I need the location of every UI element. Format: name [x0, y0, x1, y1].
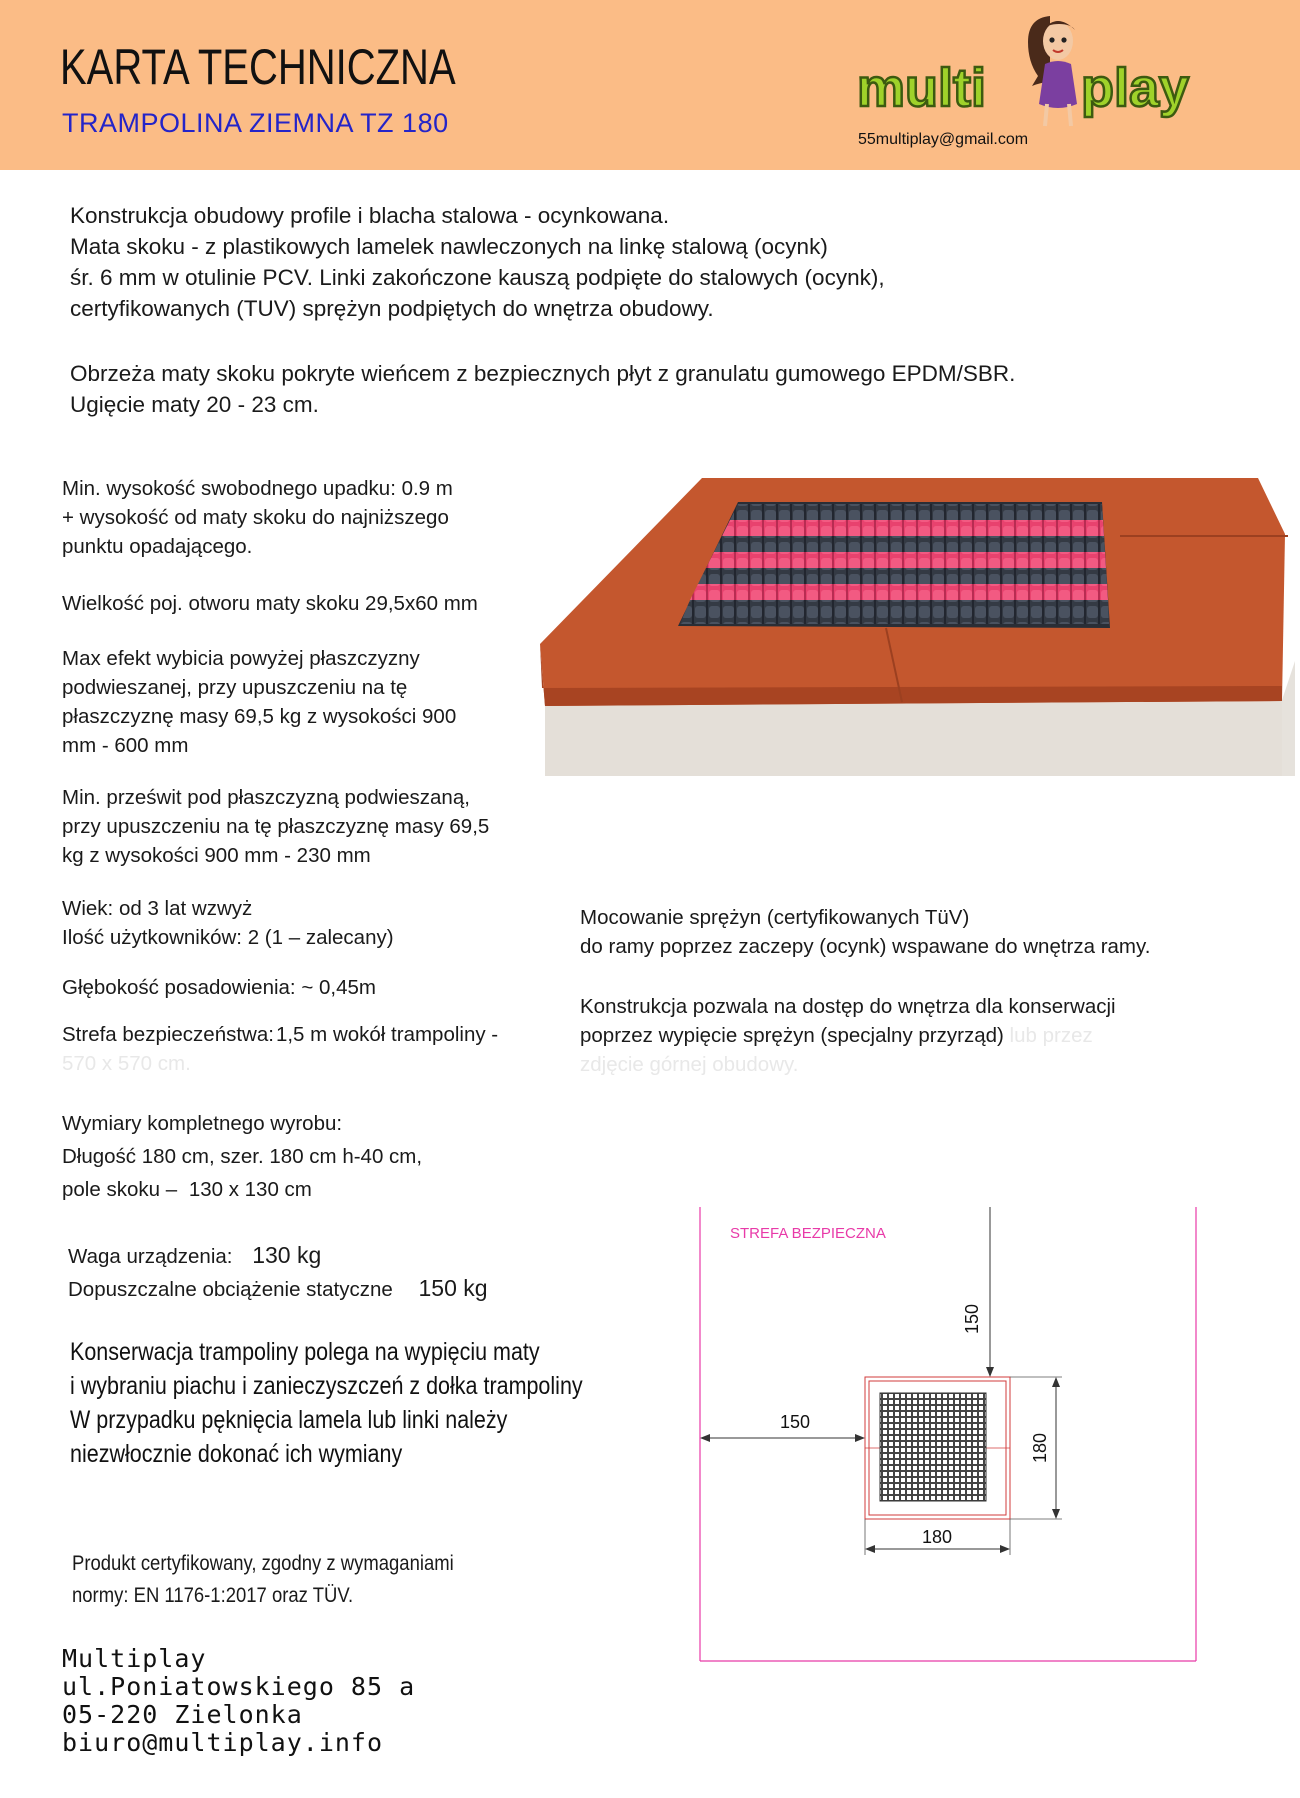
address-street: ul.Poniatowskiego 85 a — [62, 1672, 416, 1701]
certification-note — [72, 1548, 454, 1612]
jump-field-label: pole skoku – — [62, 1178, 183, 1201]
mounting-line: do ramy poprzez zaczepy (ocynk) wspawane do wnętrza ramy. — [580, 935, 1151, 958]
company-name: Multiplay — [62, 1644, 207, 1673]
address-city: 05-220 Zielonka — [62, 1700, 303, 1729]
access-line: Konstrukcja pozwala na dostęp do wnętrza dla konserwacji — [580, 995, 1116, 1018]
trampoline-photo — [540, 476, 1300, 776]
trampoline-mat — [880, 1393, 986, 1501]
weight-value: 130 kg — [252, 1242, 322, 1268]
spec-users: Ilość użytkowników: 2 (1 – zalecany) — [62, 926, 394, 949]
maintenance-line: i wybraniu piachu i zanieczyszczeń z dołka trampoliny — [70, 1372, 583, 1400]
svg-text:play: play — [1081, 58, 1190, 118]
static-load-label: Dopuszczalne obciążenie statyczne — [68, 1278, 393, 1301]
zone-label: STREFA BEZPIECZNA — [730, 1225, 886, 1242]
access-faded: lub przez — [1003, 1024, 1093, 1047]
spec-line: mm - 600 mm — [62, 734, 189, 757]
maintenance-note — [70, 1335, 583, 1471]
spec-line: przy upuszczeniu na tę płaszczyznę masy 69,5 — [62, 815, 490, 838]
page-subtitle: TRAMPOLINA ZIEMNA TZ 180 — [62, 108, 449, 138]
certification-line: normy: EN 1176-1:2017 oraz TÜV. — [72, 1584, 354, 1607]
intro-line: Mata skoku - z plastikowych lamelek nawleczonych na linkę stalową (ocynk) — [70, 234, 828, 259]
company-address — [62, 1645, 415, 1757]
dims-width: 180 — [269, 1145, 304, 1168]
logo-girl-icon — [1028, 16, 1077, 126]
contact-email: 55multiplay@gmail.com — [858, 131, 1029, 148]
spec-line: kg z wysokości 900 mm - 230 mm — [62, 844, 371, 867]
dims-title: Wymiary kompletnego wyrobu: — [62, 1112, 343, 1135]
maintenance-line: W przypadku pęknięcia lamela lub linki należy — [70, 1406, 508, 1434]
address-email: biuro@multiplay.info — [62, 1728, 384, 1757]
spec-depth: Głębokość posadowienia: ~ 0,45m — [62, 976, 376, 999]
spec-line: Min. prześwit pod płaszczyzną podwieszaną, — [62, 786, 470, 809]
mounting-text — [580, 903, 1150, 961]
access-line: poprzez wypięcie sprężyn (specjalny przyrząd) — [580, 1024, 1004, 1047]
dim-height-label: 180 — [1030, 1432, 1050, 1464]
static-load-line — [68, 1274, 488, 1304]
spec-line: + wysokość od maty skoku do najniższego — [62, 506, 449, 529]
jump-field-line — [62, 1175, 312, 1204]
spec-line: Min. wysokość swobodnego upadku: 0.9 m — [62, 477, 453, 500]
spec-opening: Wielkość poj. otworu maty skoku 29,5x60 mm — [62, 592, 478, 615]
spec-line: Max efekt wybicia powyżej płaszczyzny — [62, 647, 420, 670]
jump-field-value: 130 x 130 cm — [188, 1178, 312, 1201]
dim-left-label: 150 — [779, 1412, 811, 1432]
spec-line: podwieszanej, przy upuszczeniu na tę — [62, 676, 408, 699]
spec-clearance — [62, 783, 489, 870]
dims-line — [62, 1142, 422, 1171]
static-load-value: 150 kg — [418, 1275, 488, 1301]
certification-line: Produkt certyfikowany, zgodny z wymaganiami — [72, 1552, 454, 1575]
spec-safety-faded: 570 x 570 cm. — [62, 1052, 191, 1075]
safety-suffix: wokół trampoliny - — [332, 1023, 499, 1046]
intro-line: certyfikowanych (TUV) sprężyn podpiętych do wnętrza obudowy. — [70, 296, 714, 321]
weight-label: Waga urządzenia: — [68, 1245, 233, 1268]
dims-text: cm h-40 cm, — [303, 1145, 423, 1168]
dim-top-label: 150 — [962, 1303, 982, 1335]
maintenance-line: Konserwacja trampoliny polega na wypięciu maty — [70, 1338, 540, 1366]
access-text — [580, 992, 1116, 1079]
intro-paragraph-2 — [70, 358, 1015, 420]
intro-line: Ugięcie maty 20 - 23 cm. — [70, 392, 319, 417]
dim-width-label: 180 — [921, 1527, 953, 1547]
multiplay-logo — [855, 8, 1207, 128]
intro-line: Konstrukcja obudowy profile i blacha stalowa - ocynkowana. — [70, 203, 670, 228]
spec-line: punktu opadającego. — [62, 535, 253, 558]
weight-line — [68, 1241, 321, 1271]
dims-length: 180 — [141, 1145, 176, 1168]
safety-label: Strefa bezpieczeństwa: — [62, 1023, 274, 1046]
mounting-line: Mocowanie sprężyn (certyfikowanych TüV) — [580, 906, 970, 929]
spec-age: Wiek: od 3 lat wzwyż — [62, 897, 253, 920]
intro-paragraph — [70, 200, 885, 324]
safety-value: 1,5 m — [275, 1023, 328, 1046]
intro-line: śr. 6 mm w otulinie PCV. Linki zakończone kauszą podpięte do stalowych (ocynk), — [70, 265, 885, 290]
spec-line: płaszczyznę masy 69,5 kg z wysokości 900 — [62, 705, 457, 728]
spec-fall-height — [62, 474, 453, 561]
dims-text: cm, szer. — [175, 1145, 270, 1168]
spec-safety-zone — [62, 1020, 498, 1049]
spec-bounce — [62, 644, 456, 760]
access-faded: zdjęcie górnej obudowy. — [580, 1053, 799, 1076]
page-title: KARTA TECHNICZNA — [60, 39, 456, 95]
maintenance-line: niezwłocznie dokonać ich wymiany — [70, 1440, 403, 1468]
svg-text:multi: multi — [857, 58, 986, 118]
intro-line: Obrzeża maty skoku pokryte wieńcem z bezpiecznych płyt z granulatu gumowego EPDM/SBR. — [70, 361, 1016, 386]
safety-zone-diagram — [690, 1195, 1210, 1675]
dims-text: Długość — [62, 1145, 142, 1168]
